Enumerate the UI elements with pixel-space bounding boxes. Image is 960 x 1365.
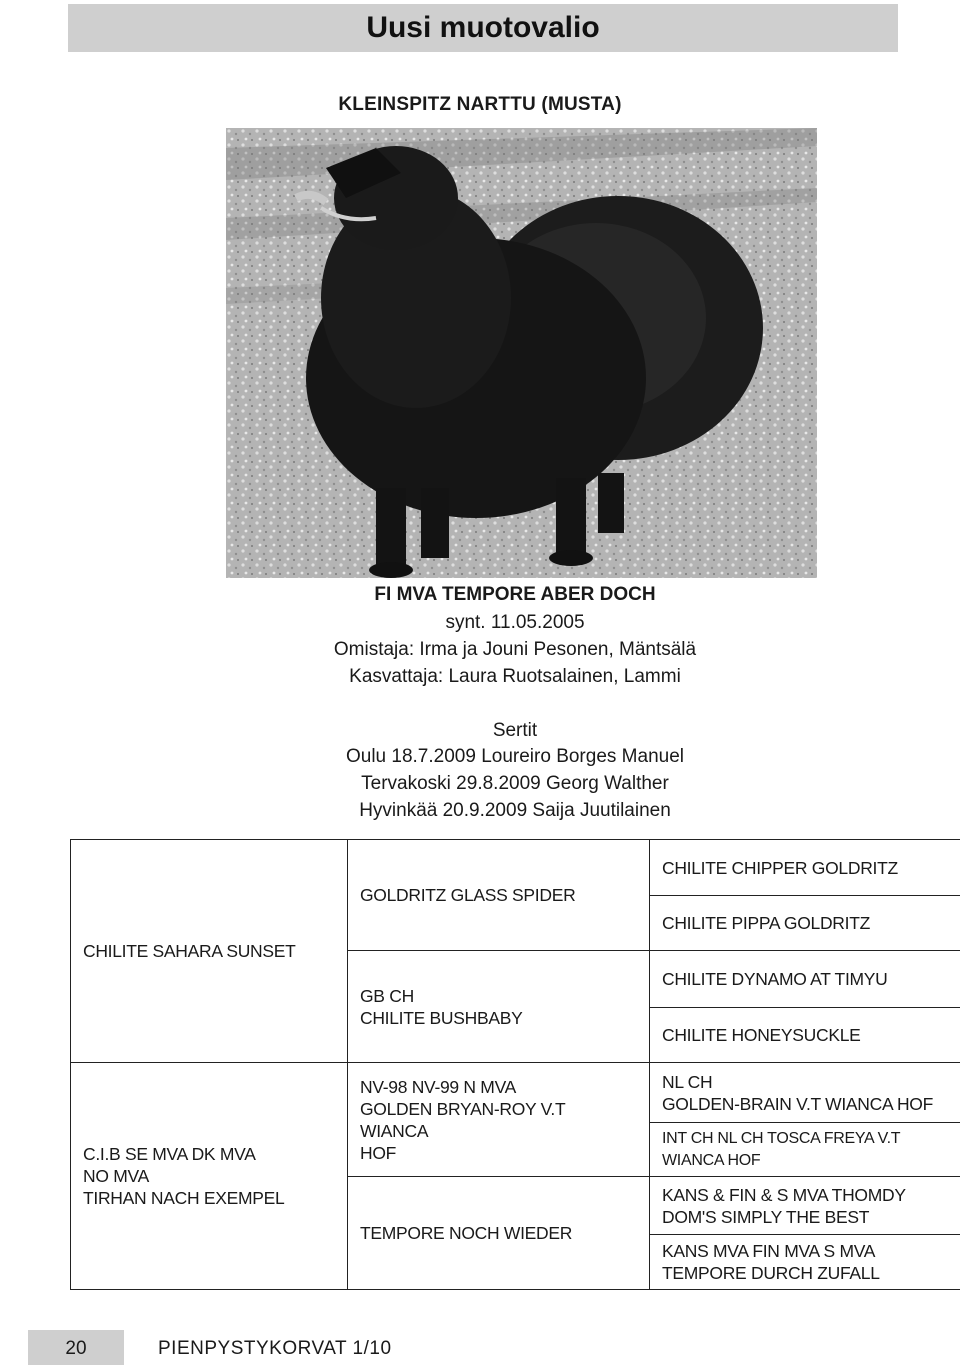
pedigree-dsd: [650, 1123, 960, 1177]
pedigree-dam-sire: [348, 1063, 650, 1177]
certificates-heading: Sertit: [492, 720, 538, 741]
pedigree-sire-sire: [348, 840, 650, 951]
publication-name: PIENPYSTYKORVAT 1/10: [158, 1338, 392, 1359]
title-line: C.I.B SE MVA DK MVA: [83, 1144, 256, 1164]
certificate-item: Hyvinkää 20.9.2009 Saija Juutilainen: [359, 800, 671, 821]
certificate-item: Tervakoski 29.8.2009 Georg Walther: [361, 773, 669, 794]
title-line: NL CH: [662, 1071, 713, 1092]
ancestor-name: TEMPORE DURCH ZUFALL: [662, 1263, 880, 1283]
title-line: NO MVA: [83, 1166, 149, 1186]
ancestor-name: INT CH NL CH TOSCA FREYA V.T: [662, 1129, 901, 1147]
title-line: NV-98 NV-99 N MVA: [360, 1076, 517, 1097]
title-line: GB CH: [360, 985, 414, 1006]
dog-name: FI MVA TEMPORE ABER DOCH: [374, 584, 656, 605]
pedigree-ddd: [650, 1235, 960, 1290]
pedigree-dds: [650, 1177, 960, 1235]
pedigree-dss: [650, 1063, 960, 1123]
ancestor-name: DOM'S SIMPLY THE BEST: [662, 1206, 870, 1227]
breeder: Kasvattaja: Laura Ruotsalainen, Lammi: [349, 666, 681, 687]
pedigree-sss: [650, 840, 960, 896]
ancestor-name: KANS MVA FIN MVA S MVA: [662, 1241, 876, 1261]
ancestor-name: CHILITE HONEYSUCKLE: [662, 1025, 861, 1045]
dam-dam-name: TEMPORE NOCH WIEDER: [360, 1223, 573, 1243]
ancestor-name: CHILITE DYNAMO AT TIMYU: [662, 969, 888, 989]
sire-name: CHILITE SAHARA SUNSET: [83, 941, 296, 961]
certificate-item: Oulu 18.7.2009 Loureiro Borges Manuel: [345, 746, 684, 767]
breed-title: KLEINSPITZ NARTTU (MUSTA): [338, 94, 622, 115]
ancestor-name: GOLDEN-BRAIN V.T WIANCA HOF: [662, 1093, 933, 1114]
dam-sire-name: HOF: [360, 1142, 397, 1163]
owner: Omistaja: Irma ja Jouni Pesonen, Mäntsälä: [333, 639, 697, 660]
pedigree-sds: [650, 951, 960, 1008]
pedigree-table: [70, 839, 960, 1290]
dam-name: TIRHAN NACH EXEMPEL: [83, 1188, 285, 1208]
sire-sire-name: GOLDRITZ GLASS SPIDER: [360, 885, 576, 905]
page-number: 20: [28, 1330, 124, 1365]
dog-photo-image: [226, 128, 817, 578]
birth-date: synt. 11.05.2005: [445, 612, 585, 633]
page-title: Uusi muotovalio: [366, 11, 600, 44]
pedigree-sire-dam: [348, 951, 650, 1063]
ancestor-name: WIANCA HOF: [662, 1151, 761, 1169]
pedigree-dam: [71, 1063, 348, 1290]
pedigree-sire: [71, 840, 348, 1063]
sire-dam-name: CHILITE BUSHBABY: [360, 1007, 523, 1028]
pedigree-ssd: [650, 896, 960, 951]
header-bar: [68, 4, 898, 52]
ancestor-name: CHILITE CHIPPER GOLDRITZ: [662, 857, 898, 878]
ancestor-name: KANS & FIN & S MVA THOMDY: [662, 1184, 906, 1205]
dam-sire-name: GOLDEN BRYAN-ROY V.T WIANCA: [360, 1098, 566, 1141]
dog-photo: [226, 128, 817, 578]
ancestor-name: CHILITE PIPPA GOLDRITZ: [662, 913, 870, 933]
pedigree-sdd: [650, 1008, 960, 1063]
pedigree-dam-dam: [348, 1177, 650, 1290]
